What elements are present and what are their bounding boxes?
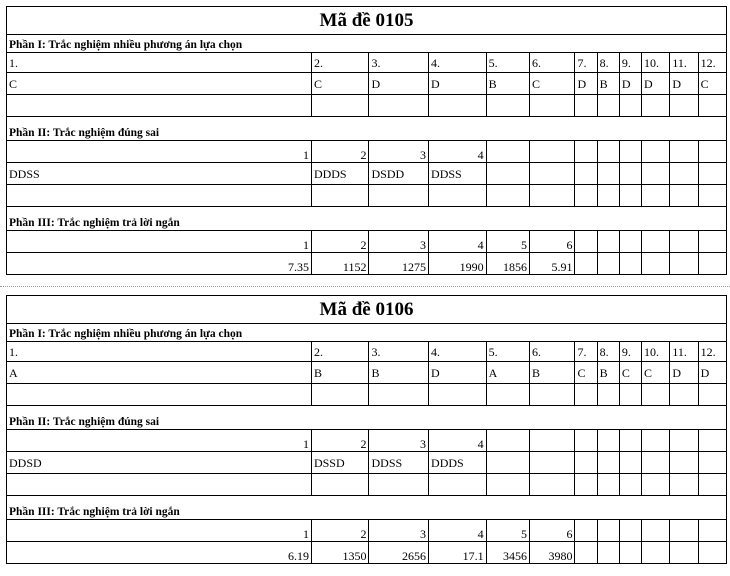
empty-cell	[311, 185, 369, 207]
question-number: 12.	[698, 342, 726, 362]
empty-cell	[619, 231, 641, 253]
answer-cell: 7.35	[7, 253, 312, 275]
empty-cell	[7, 474, 312, 496]
empty-cell	[575, 231, 597, 253]
empty-cell	[311, 474, 369, 496]
empty-cell	[619, 430, 641, 452]
section-heading-row	[7, 35, 727, 53]
empty-cell	[369, 95, 429, 117]
answer-cell: D	[429, 362, 487, 384]
empty-cell	[698, 163, 726, 185]
question-number: 6.	[530, 53, 575, 73]
part2-heading: Phần II: Trắc nghiệm đúng sai	[7, 117, 727, 141]
empty-cell	[530, 452, 575, 474]
part1-heading: Phần I: Trắc nghiệm nhiều phương án lựa chọn	[7, 35, 727, 53]
empty-cell	[575, 185, 597, 207]
answer-cell: 1152	[311, 253, 369, 275]
answer-cell: B	[311, 362, 369, 384]
empty-cell	[597, 95, 619, 117]
answer-row	[7, 542, 727, 564]
part3-heading: Phần III: Trắc nghiệm trả lời ngắn	[7, 207, 727, 231]
question-number: 3	[369, 231, 429, 253]
empty-cell	[698, 185, 726, 207]
answer-cell: C	[698, 73, 726, 95]
answer-cell: DDSS	[7, 163, 312, 185]
empty-cell	[575, 474, 597, 496]
answer-cell: D	[619, 73, 641, 95]
empty-cell	[670, 430, 698, 452]
empty-row	[7, 185, 727, 207]
answer-cell: DSDD	[369, 163, 429, 185]
empty-cell	[530, 95, 575, 117]
question-number: 8.	[597, 53, 619, 73]
question-number: 1	[7, 141, 312, 163]
empty-cell	[670, 231, 698, 253]
answer-cell: 3980	[530, 542, 575, 564]
empty-cell	[369, 185, 429, 207]
answer-cell: DSSD	[311, 452, 369, 474]
exam-code-title: Mã đề 0106	[7, 296, 727, 324]
title-row	[7, 7, 727, 35]
empty-cell	[670, 95, 698, 117]
question-number: 2.	[311, 53, 369, 73]
answer-cell: 1990	[429, 253, 487, 275]
answer-cell: C	[575, 362, 597, 384]
question-number: 3	[369, 430, 429, 452]
empty-cell	[575, 141, 597, 163]
question-number-row	[7, 53, 727, 73]
question-number: 4	[429, 430, 487, 452]
empty-cell	[429, 95, 487, 117]
exam-code-title: Mã đề 0105	[7, 7, 727, 35]
empty-cell	[311, 95, 369, 117]
answer-cell: D	[670, 362, 698, 384]
question-number: 3.	[369, 342, 429, 362]
section-heading-row	[7, 324, 727, 342]
answer-cell: 1856	[486, 253, 529, 275]
empty-cell	[642, 253, 670, 275]
answer-cell: D	[642, 73, 670, 95]
question-number-row	[7, 141, 727, 163]
empty-cell	[642, 163, 670, 185]
empty-cell	[670, 384, 698, 406]
page-separator	[0, 286, 730, 287]
question-number: 4	[429, 141, 487, 163]
answer-cell: C	[642, 362, 670, 384]
answer-cell: B	[597, 362, 619, 384]
answer-cell: 3456	[486, 542, 529, 564]
empty-cell	[486, 95, 529, 117]
empty-cell	[530, 430, 575, 452]
empty-cell	[575, 430, 597, 452]
empty-cell	[642, 185, 670, 207]
empty-row	[7, 384, 727, 406]
question-number: 10.	[642, 342, 670, 362]
answer-cell: D	[369, 73, 429, 95]
answer-cell: A	[486, 362, 529, 384]
answer-cell: C	[619, 362, 641, 384]
empty-cell	[642, 231, 670, 253]
question-number: 7.	[575, 342, 597, 362]
question-number: 1.	[7, 53, 312, 73]
empty-cell	[597, 474, 619, 496]
question-number: 8.	[597, 342, 619, 362]
empty-cell	[486, 452, 529, 474]
question-number: 6.	[530, 342, 575, 362]
question-number-row	[7, 342, 727, 362]
empty-cell	[486, 185, 529, 207]
empty-cell	[597, 452, 619, 474]
empty-cell	[597, 231, 619, 253]
answer-cell: 5.91	[530, 253, 575, 275]
question-number: 10.	[642, 53, 670, 73]
empty-cell	[619, 520, 641, 542]
empty-cell	[642, 542, 670, 564]
question-number: 6	[530, 520, 575, 542]
question-number: 5.	[486, 342, 529, 362]
empty-cell	[369, 474, 429, 496]
empty-cell	[530, 141, 575, 163]
empty-cell	[619, 253, 641, 275]
answer-cell: C	[311, 73, 369, 95]
empty-cell	[7, 384, 312, 406]
empty-cell	[530, 474, 575, 496]
part2-heading: Phần II: Trắc nghiệm đúng sai	[7, 406, 727, 430]
empty-cell	[597, 520, 619, 542]
empty-cell	[698, 141, 726, 163]
empty-cell	[575, 163, 597, 185]
empty-cell	[642, 141, 670, 163]
answer-cell: A	[7, 362, 312, 384]
empty-cell	[670, 474, 698, 496]
empty-cell	[7, 185, 312, 207]
empty-cell	[670, 141, 698, 163]
answer-cell: C	[530, 73, 575, 95]
question-number: 1	[7, 520, 312, 542]
empty-cell	[575, 253, 597, 275]
empty-cell	[670, 452, 698, 474]
section-heading-row	[7, 207, 727, 231]
question-number-row	[7, 231, 727, 253]
empty-cell	[575, 95, 597, 117]
empty-cell	[597, 141, 619, 163]
answer-cell: B	[486, 73, 529, 95]
answer-cell: C	[7, 73, 312, 95]
empty-cell	[597, 253, 619, 275]
answer-cell: D	[698, 362, 726, 384]
answer-row	[7, 253, 727, 275]
empty-cell	[619, 474, 641, 496]
empty-cell	[698, 542, 726, 564]
empty-cell	[597, 384, 619, 406]
empty-cell	[642, 95, 670, 117]
answer-cell: D	[670, 73, 698, 95]
empty-cell	[7, 95, 312, 117]
empty-row	[7, 474, 727, 496]
answer-row	[7, 362, 727, 384]
question-number: 2.	[311, 342, 369, 362]
empty-cell	[670, 520, 698, 542]
empty-cell	[619, 542, 641, 564]
empty-cell	[530, 163, 575, 185]
answer-key-table-0106	[6, 295, 727, 564]
empty-cell	[642, 452, 670, 474]
question-number: 4.	[429, 342, 487, 362]
empty-row	[7, 95, 727, 117]
question-number: 9.	[619, 342, 641, 362]
answer-row	[7, 163, 727, 185]
empty-cell	[311, 384, 369, 406]
empty-cell	[486, 474, 529, 496]
empty-cell	[486, 141, 529, 163]
empty-cell	[486, 430, 529, 452]
answer-cell: 2656	[369, 542, 429, 564]
empty-cell	[575, 452, 597, 474]
empty-cell	[698, 520, 726, 542]
question-number-row	[7, 520, 727, 542]
question-number: 1	[7, 231, 312, 253]
empty-cell	[670, 185, 698, 207]
empty-cell	[575, 542, 597, 564]
answer-key-table-0105	[6, 6, 727, 275]
title-row	[7, 296, 727, 324]
empty-cell	[575, 520, 597, 542]
empty-cell	[698, 452, 726, 474]
empty-cell	[642, 474, 670, 496]
empty-cell	[670, 542, 698, 564]
question-number: 5	[486, 520, 529, 542]
answer-cell: 1350	[311, 542, 369, 564]
answer-cell: D	[575, 73, 597, 95]
question-number: 2	[311, 430, 369, 452]
question-number: 1	[7, 430, 312, 452]
answer-row	[7, 73, 727, 95]
answer-cell: 17.1	[429, 542, 487, 564]
empty-cell	[597, 185, 619, 207]
answer-cell: B	[369, 362, 429, 384]
section-heading-row	[7, 406, 727, 430]
empty-cell	[642, 520, 670, 542]
question-number: 5.	[486, 53, 529, 73]
empty-cell	[698, 253, 726, 275]
question-number: 1.	[7, 342, 312, 362]
empty-cell	[597, 163, 619, 185]
answer-cell: B	[597, 73, 619, 95]
answer-cell: DDSD	[7, 452, 312, 474]
empty-cell	[575, 384, 597, 406]
empty-cell	[619, 384, 641, 406]
empty-cell	[619, 452, 641, 474]
question-number: 4	[429, 520, 487, 542]
empty-cell	[642, 430, 670, 452]
answer-cell: B	[530, 362, 575, 384]
empty-cell	[698, 430, 726, 452]
answer-cell: D	[429, 73, 487, 95]
empty-cell	[530, 384, 575, 406]
answer-cell: 6.19	[7, 542, 312, 564]
question-number: 3	[369, 141, 429, 163]
empty-cell	[530, 185, 575, 207]
question-number: 9.	[619, 53, 641, 73]
empty-cell	[486, 384, 529, 406]
answer-row	[7, 452, 727, 474]
question-number: 4.	[429, 53, 487, 73]
empty-cell	[670, 253, 698, 275]
answer-cell: DDSS	[369, 452, 429, 474]
section-heading-row	[7, 117, 727, 141]
empty-cell	[429, 185, 487, 207]
empty-cell	[619, 95, 641, 117]
empty-cell	[698, 231, 726, 253]
part1-heading: Phần I: Trắc nghiệm nhiều phương án lựa chọn	[7, 324, 727, 342]
question-number: 11.	[670, 53, 698, 73]
answer-cell: DDDS	[311, 163, 369, 185]
empty-cell	[429, 474, 487, 496]
question-number: 12.	[698, 53, 726, 73]
question-number: 2	[311, 231, 369, 253]
question-number: 7.	[575, 53, 597, 73]
section-heading-row	[7, 496, 727, 520]
question-number: 6	[530, 231, 575, 253]
empty-cell	[429, 384, 487, 406]
empty-cell	[698, 384, 726, 406]
empty-cell	[642, 384, 670, 406]
empty-cell	[698, 474, 726, 496]
empty-cell	[619, 185, 641, 207]
question-number: 2	[311, 141, 369, 163]
question-number: 11.	[670, 342, 698, 362]
answer-cell: 1275	[369, 253, 429, 275]
empty-cell	[597, 430, 619, 452]
empty-cell	[619, 141, 641, 163]
empty-cell	[486, 163, 529, 185]
question-number: 2	[311, 520, 369, 542]
empty-cell	[597, 542, 619, 564]
question-number: 4	[429, 231, 487, 253]
answer-cell: DDDS	[429, 452, 487, 474]
empty-cell	[619, 163, 641, 185]
question-number: 3.	[369, 53, 429, 73]
answer-cell: DDSS	[429, 163, 487, 185]
empty-cell	[369, 384, 429, 406]
empty-cell	[670, 163, 698, 185]
part3-heading: Phần III: Trắc nghiệm trả lời ngắn	[7, 496, 727, 520]
question-number-row	[7, 430, 727, 452]
question-number: 5	[486, 231, 529, 253]
question-number: 3	[369, 520, 429, 542]
empty-cell	[698, 95, 726, 117]
